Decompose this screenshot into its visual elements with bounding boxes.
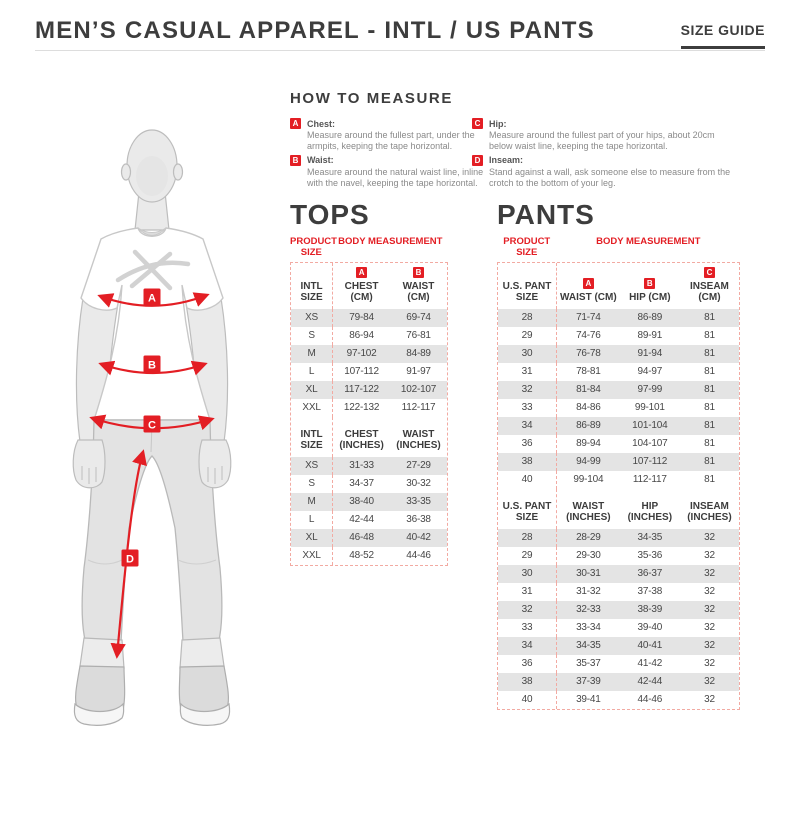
- value-cell: 32: [704, 586, 715, 598]
- column-label: INSEAM (INCHES): [687, 500, 732, 524]
- measure-label: Hip:: [489, 118, 507, 129]
- value-cell: 81: [680, 417, 739, 435]
- size-cell: XXL: [291, 399, 333, 417]
- value-cell: 28-29: [557, 529, 620, 547]
- size-cell: 31: [498, 583, 557, 601]
- value-cell: 97-102: [333, 345, 390, 363]
- column-label: HIP (CM): [629, 292, 671, 304]
- value-cell: 102-107: [390, 381, 447, 399]
- measure-label: Chest:: [307, 118, 336, 129]
- value-cell: 112-117: [401, 402, 436, 414]
- value-cell: 32: [680, 673, 739, 691]
- size-cell: L: [291, 363, 333, 381]
- value-cell: 112-117: [632, 474, 667, 486]
- value-cell: 97-99: [620, 381, 680, 399]
- size-cell: 28: [498, 529, 557, 547]
- size-cell: 30: [498, 345, 557, 363]
- measure-badge: D: [472, 155, 483, 166]
- value-cell: 46-48: [333, 529, 390, 547]
- value-cell: 38-39: [620, 601, 680, 619]
- size-cell: S: [291, 327, 333, 345]
- value-cell: 32: [680, 601, 739, 619]
- product-size-label: PRODUCT SIZE: [503, 236, 551, 259]
- value-cell: 78-81: [576, 366, 601, 378]
- size-cell: 40: [498, 471, 557, 489]
- value-cell: 32: [680, 637, 739, 655]
- size-cell: M: [291, 493, 333, 511]
- value-cell: 32: [704, 694, 715, 706]
- value-cell: 71-74: [557, 309, 620, 327]
- value-cell: 101-104: [620, 417, 680, 435]
- size-cell: 31: [498, 363, 557, 381]
- value-cell: 44-46: [637, 694, 663, 706]
- size-cell: XL: [291, 529, 333, 547]
- measurement-column-header: [333, 263, 390, 309]
- value-cell: 81: [680, 453, 739, 471]
- measure-item-chest: [290, 118, 475, 152]
- size-cell: XL: [291, 381, 333, 399]
- size-cell: L: [291, 511, 333, 529]
- size-cell: 34: [498, 417, 557, 435]
- value-cell: 29-30: [576, 550, 601, 562]
- value-cell: 32: [704, 658, 715, 670]
- value-cell: 27-29: [390, 457, 447, 475]
- body-measurement-label: BODY MEASUREMENT: [338, 236, 443, 247]
- measurement-column-header: [390, 417, 447, 457]
- value-cell: 30-32: [406, 478, 431, 490]
- hip-marker-letter: C: [148, 419, 156, 432]
- value-cell: 84-89: [390, 345, 447, 363]
- value-cell: 40-42: [390, 529, 447, 547]
- size-cell: 36: [498, 655, 557, 673]
- header-divider: [35, 50, 765, 51]
- value-cell: 81: [704, 438, 715, 450]
- figure-boots: [74, 666, 229, 725]
- size-cell: 30: [498, 565, 557, 583]
- value-cell: 81-84: [557, 381, 620, 399]
- measure-badge: A: [290, 118, 301, 129]
- measurement-column-header: [557, 263, 620, 309]
- value-cell: 79-84: [333, 309, 390, 327]
- measure-text: Measure around the fullest part, under the armpits, keeping the tape horizontal.: [307, 130, 475, 151]
- measure-badge: B: [644, 278, 655, 289]
- value-cell: 41-42: [637, 658, 663, 670]
- size-cell: 40: [498, 691, 557, 709]
- measure-badge: C: [472, 118, 483, 129]
- measure-badge: A: [356, 267, 367, 278]
- value-cell: 32: [680, 565, 739, 583]
- value-cell: 34-35: [620, 529, 680, 547]
- value-cell: 81: [704, 474, 715, 486]
- value-cell: 42-44: [349, 514, 374, 526]
- waist-marker-letter: B: [148, 359, 156, 372]
- column-label: WAIST (CM): [560, 292, 617, 304]
- value-cell: 40-41: [620, 637, 680, 655]
- size-column-header: INTL SIZE: [291, 417, 333, 457]
- measure-item-inseam: [472, 155, 748, 189]
- measure-badge: B: [290, 155, 301, 166]
- size-cell: XXL: [291, 547, 333, 565]
- value-cell: 107-112: [344, 366, 379, 378]
- pants-table: [497, 262, 740, 710]
- size-cell: XS: [291, 457, 333, 475]
- value-cell: 74-76: [576, 330, 601, 342]
- size-guide-tab[interactable]: SIZE GUIDE: [681, 22, 765, 49]
- value-cell: 38-40: [333, 493, 390, 511]
- measure-text: Measure around the natural waist line, inline with the navel, keeping the tape horizontal.: [307, 166, 484, 188]
- how-to-measure-section: [290, 90, 748, 192]
- value-cell: 34-37: [349, 478, 374, 490]
- size-column-header: U.S. PANT SIZE: [498, 263, 557, 309]
- measure-badge: A: [583, 278, 594, 289]
- column-label: WAIST (INCHES): [566, 500, 611, 524]
- pants-title: PANTS: [497, 199, 595, 230]
- tops-title: TOPS: [290, 199, 370, 230]
- value-cell: 36-38: [406, 514, 431, 526]
- value-cell: 35-36: [637, 550, 663, 562]
- size-cell: S: [291, 475, 333, 493]
- measure-item-waist: [290, 155, 484, 189]
- measurement-figure: [30, 90, 280, 730]
- value-cell: 84-86: [576, 402, 601, 414]
- measure-label: Waist:: [307, 155, 334, 166]
- how-to-measure-title: HOW TO MEASURE: [290, 90, 453, 107]
- size-cell: 36: [498, 435, 557, 453]
- value-cell: 76-81: [406, 330, 431, 342]
- value-cell: 32: [704, 550, 715, 562]
- column-label: CHEST (INCHES): [339, 428, 384, 452]
- value-cell: 81: [680, 381, 739, 399]
- page-title: MEN’S CASUAL APPAREL - INTL / US PANTS: [35, 17, 595, 44]
- value-cell: 91-97: [406, 366, 431, 378]
- value-cell: 36-37: [620, 565, 680, 583]
- size-cell: M: [291, 345, 333, 363]
- size-cell: 32: [498, 601, 557, 619]
- size-cell: 34: [498, 637, 557, 655]
- measure-badge: C: [704, 267, 715, 278]
- value-cell: 99-104: [573, 474, 604, 486]
- body-measurement-label: BODY MEASUREMENT: [596, 236, 701, 247]
- column-label: CHEST (CM): [344, 280, 379, 304]
- measure-item-hip: [472, 118, 748, 152]
- size-cell: 29: [498, 327, 557, 345]
- measure-badge: B: [413, 267, 424, 278]
- inseam-marker-letter: D: [126, 553, 134, 566]
- measure-label: Inseam:: [489, 155, 524, 166]
- value-cell: 35-37: [576, 658, 601, 670]
- value-cell: 89-91: [637, 330, 663, 342]
- value-cell: 86-94: [349, 330, 374, 342]
- value-cell: 86-89: [620, 309, 680, 327]
- value-cell: 42-44: [620, 673, 680, 691]
- size-cell: 29: [498, 547, 557, 565]
- pants-section: [497, 201, 740, 710]
- value-cell: 76-78: [557, 345, 620, 363]
- measurement-column-header: [390, 263, 447, 309]
- value-cell: 37-38: [637, 586, 663, 598]
- size-cell: 28: [498, 309, 557, 327]
- measure-text: Measure around the fullest part of your hips, about 20cm below waist line, keeping the tape horizontal.: [489, 130, 715, 151]
- value-cell: 122-132: [343, 402, 380, 414]
- measurement-column-header: [620, 489, 680, 529]
- value-cell: 91-94: [620, 345, 680, 363]
- value-cell: 32: [680, 529, 739, 547]
- measurement-column-header: [680, 263, 739, 309]
- measurement-column-header: [620, 263, 680, 309]
- value-cell: 81: [704, 366, 715, 378]
- measure-text: Stand against a wall, ask someone else to measure from the crotch to the bottom of your leg.: [489, 166, 731, 188]
- figure-face-shading: [136, 156, 168, 196]
- value-cell: 81: [704, 330, 715, 342]
- value-cell: 32: [704, 622, 715, 634]
- size-cell: 38: [498, 673, 557, 691]
- value-cell: 94-99: [557, 453, 620, 471]
- size-cell: 33: [498, 619, 557, 637]
- value-cell: 81: [680, 345, 739, 363]
- size-cell: 33: [498, 399, 557, 417]
- value-cell: 48-52: [349, 550, 374, 562]
- value-cell: 37-39: [557, 673, 620, 691]
- value-cell: 99-101: [634, 402, 665, 414]
- value-cell: 107-112: [620, 453, 680, 471]
- size-column-header: U.S. PANT SIZE: [498, 489, 557, 529]
- column-label: HIP (INCHES): [627, 500, 673, 524]
- measurement-column-header: [333, 417, 390, 457]
- value-cell: 33-35: [390, 493, 447, 511]
- measurement-column-header: [557, 489, 620, 529]
- value-cell: 94-97: [637, 366, 663, 378]
- value-cell: 81: [704, 402, 715, 414]
- value-cell: 31-33: [333, 457, 390, 475]
- value-cell: 31-32: [576, 586, 601, 598]
- tops-table: [290, 262, 448, 566]
- column-label: WAIST (CM): [402, 280, 435, 304]
- product-size-label: PRODUCT SIZE: [290, 236, 337, 259]
- chest-marker-letter: A: [148, 292, 156, 305]
- value-cell: 81: [680, 309, 739, 327]
- value-cell: 69-74: [390, 309, 447, 327]
- column-label: WAIST (INCHES): [396, 428, 441, 452]
- size-cell: 38: [498, 453, 557, 471]
- value-cell: 86-89: [557, 417, 620, 435]
- value-cell: 32-33: [557, 601, 620, 619]
- size-cell: 32: [498, 381, 557, 399]
- size-column-header: INTL SIZE: [291, 263, 333, 309]
- value-cell: 117-122: [333, 381, 390, 399]
- measurement-column-header: [680, 489, 739, 529]
- tops-section: [290, 201, 448, 566]
- value-cell: 33-34: [576, 622, 601, 634]
- value-cell: 30-31: [557, 565, 620, 583]
- value-cell: 104-107: [632, 438, 668, 450]
- value-cell: 34-35: [557, 637, 620, 655]
- size-cell: XS: [291, 309, 333, 327]
- value-cell: 39-40: [637, 622, 663, 634]
- column-label: INSEAM (CM): [690, 280, 729, 304]
- value-cell: 44-46: [406, 550, 431, 562]
- value-cell: 89-94: [576, 438, 601, 450]
- value-cell: 39-41: [576, 694, 601, 706]
